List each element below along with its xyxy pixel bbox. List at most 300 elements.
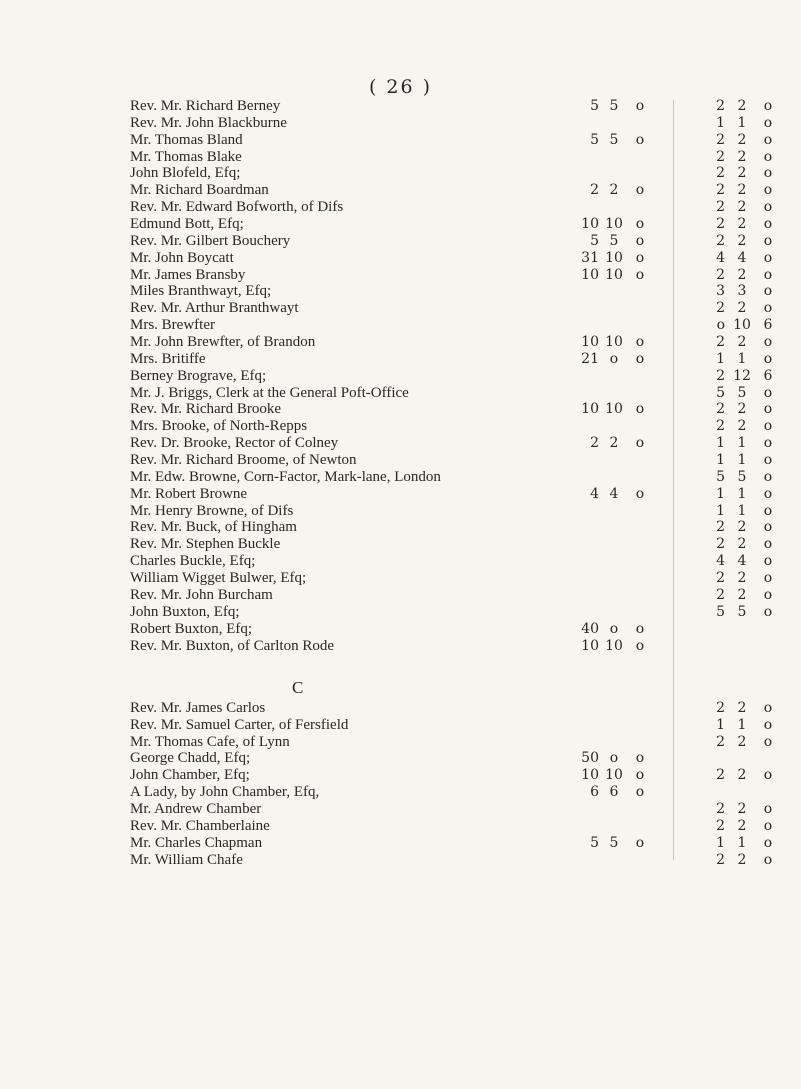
pence: o: [635, 350, 645, 367]
shillings: 10: [733, 317, 751, 334]
pounds: 40: [581, 620, 599, 637]
subscription-amount: [705, 700, 785, 717]
list-item: [0, 818, 801, 835]
pounds: 6: [590, 784, 599, 801]
shillings: o: [609, 620, 619, 637]
pence: o: [635, 485, 645, 502]
shillings: 10: [605, 401, 623, 418]
pounds: 2: [716, 851, 725, 868]
pence: o: [635, 249, 645, 266]
subscription-amount: [705, 435, 785, 452]
pence: 6: [763, 317, 773, 334]
list-item: [0, 801, 801, 818]
subscriber-name: Mrs. Brooke, of North-Repps: [130, 418, 308, 435]
subscriber-name: Mr. Robert Browne: [130, 485, 248, 502]
shillings: 5: [609, 232, 619, 249]
payment-amount: [575, 385, 670, 402]
payment-amount: [575, 835, 670, 852]
payment-amount: [575, 621, 670, 638]
payment-amount: [575, 368, 670, 385]
shillings: 2: [737, 767, 747, 784]
shillings: 1: [737, 114, 747, 131]
subscription-amount: [705, 182, 785, 199]
pounds: 31: [581, 249, 599, 266]
subscription-amount: [705, 767, 785, 784]
payment-amount: [575, 700, 670, 717]
shillings: 2: [737, 570, 747, 587]
subscription-amount: [705, 165, 785, 182]
shillings: 2: [737, 182, 747, 199]
subscriber-name: Rev. Mr. Arthur Branthwayt: [130, 300, 299, 317]
pence: o: [763, 485, 773, 502]
pence: o: [763, 817, 773, 834]
pence: o: [635, 767, 645, 784]
pounds: 21: [581, 350, 599, 367]
pounds: 2: [716, 817, 725, 834]
shillings: 10: [605, 334, 623, 351]
pence: o: [763, 603, 773, 620]
shillings: 1: [737, 485, 747, 502]
pence: o: [635, 232, 645, 249]
shillings: 2: [737, 699, 747, 716]
pence: o: [635, 334, 645, 351]
subscription-amount: [705, 801, 785, 818]
payment-amount: [575, 267, 670, 284]
payment-amount: [575, 165, 670, 182]
pence: o: [763, 435, 773, 452]
pounds: 5: [590, 834, 599, 851]
pounds: 1: [716, 452, 725, 469]
pence: o: [763, 266, 773, 283]
list-item: [0, 553, 801, 570]
pounds: 4: [716, 249, 725, 266]
pounds: 10: [581, 401, 599, 418]
pence: o: [635, 834, 645, 851]
pounds: 2: [716, 165, 725, 182]
payment-amount: [575, 250, 670, 267]
subscription-amount: [705, 604, 785, 621]
pence: o: [763, 249, 773, 266]
subscription-amount: [705, 199, 785, 216]
pounds: 2: [716, 367, 725, 384]
subscriber-name: Mr. Henry Browne, of Difs: [130, 502, 294, 519]
payment-amount: [575, 435, 670, 452]
payment-amount: [575, 818, 670, 835]
pounds: 5: [716, 384, 725, 401]
pounds: 2: [716, 536, 725, 553]
list-item: [0, 835, 801, 852]
section-b-entries: [0, 98, 801, 654]
shillings: 2: [609, 182, 619, 199]
shillings: 3: [737, 283, 747, 300]
shillings: 2: [737, 733, 747, 750]
pounds: 2: [716, 266, 725, 283]
subscription-amount: [705, 519, 785, 536]
payment-amount: [575, 587, 670, 604]
pounds: 4: [590, 485, 599, 502]
subscription-amount: [705, 401, 785, 418]
pence: o: [763, 199, 773, 216]
pence: o: [763, 232, 773, 249]
subscriber-name: Rev. Mr. Buxton, of Carlton Rode: [130, 637, 335, 654]
shillings: 10: [605, 266, 623, 283]
pence: o: [763, 334, 773, 351]
subscription-amount: [705, 418, 785, 435]
shillings: 1: [737, 502, 747, 519]
subscription-amount: [705, 734, 785, 751]
list-item: [0, 604, 801, 621]
shillings: 2: [737, 801, 747, 818]
subscription-amount: [705, 351, 785, 368]
payment-amount: [575, 519, 670, 536]
pounds: 2: [590, 435, 599, 452]
list-item: [0, 717, 801, 734]
pounds: 2: [716, 148, 725, 165]
subscriber-name: A Lady, by John Chamber, Efq,: [130, 784, 320, 801]
shillings: 2: [737, 334, 747, 351]
list-item: [0, 300, 801, 317]
list-item: [0, 519, 801, 536]
subscription-amount: [705, 818, 785, 835]
shillings: 12: [733, 367, 751, 384]
subscriber-name: George Chadd, Efq;: [130, 750, 251, 767]
shillings: 1: [737, 435, 747, 452]
pounds: 2: [716, 586, 725, 603]
subscription-amount: [705, 149, 785, 166]
subscriber-name: Miles Branthwayt, Efq;: [130, 283, 272, 300]
list-item: [0, 469, 801, 486]
subscriber-name: Rev. Mr. Gilbert Bouchery: [130, 232, 291, 249]
payment-amount: [575, 149, 670, 166]
payment-amount: [575, 233, 670, 250]
pounds: 2: [716, 801, 725, 818]
payment-amount: [575, 469, 670, 486]
subscriber-name: Edmund Bott, Efq;: [130, 216, 244, 233]
shillings: 5: [609, 834, 619, 851]
subscriber-name: Robert Buxton, Efq;: [130, 620, 253, 637]
subscriber-name: Rev. Mr. Samuel Carter, of Fersfield: [130, 716, 349, 733]
pence: o: [763, 114, 773, 131]
pounds: 2: [716, 401, 725, 418]
subscriber-name: Rev. Mr. John Burcham: [130, 586, 273, 603]
payment-amount: [575, 199, 670, 216]
subscription-amount: [705, 835, 785, 852]
pence: 6: [763, 367, 773, 384]
pounds: 5: [590, 98, 599, 114]
pounds: 2: [716, 300, 725, 317]
page-number: ( 26 ): [368, 76, 433, 98]
pounds: 2: [590, 182, 599, 199]
pounds: 2: [716, 767, 725, 784]
subscription-amount: [705, 587, 785, 604]
pence: o: [763, 283, 773, 300]
subscriber-name: John Chamber, Efq;: [130, 767, 250, 784]
shillings: 2: [737, 401, 747, 418]
pence: o: [763, 216, 773, 233]
subscriber-name: William Wigget Bulwer, Efq;: [130, 570, 307, 587]
shillings: 1: [737, 834, 747, 851]
pounds: 5: [590, 131, 599, 148]
list-item: [0, 267, 801, 284]
shillings: 5: [609, 98, 619, 114]
subscription-amount: [705, 283, 785, 300]
payment-amount: [575, 553, 670, 570]
subscriber-name: Rev. Mr. Richard Broome, of Newton: [130, 452, 357, 469]
payment-amount: [575, 401, 670, 418]
shillings: 1: [737, 350, 747, 367]
list-item: [0, 570, 801, 587]
list-item: [0, 98, 801, 115]
shillings: 2: [737, 216, 747, 233]
list-item: [0, 317, 801, 334]
payment-amount: [575, 638, 670, 655]
shillings: 2: [737, 266, 747, 283]
pence: o: [763, 300, 773, 317]
subscriber-name: Mrs. Britiffe: [130, 350, 206, 367]
subscriber-name: Rev. Mr. Richard Brooke: [130, 401, 282, 418]
pence: o: [635, 784, 645, 801]
pence: o: [763, 502, 773, 519]
pence: o: [763, 801, 773, 818]
pence: o: [763, 834, 773, 851]
pounds: 1: [716, 502, 725, 519]
subscriber-list: [0, 98, 801, 868]
pounds: 2: [716, 699, 725, 716]
pounds: 10: [581, 334, 599, 351]
subscriber-name: Berney Brograve, Efq;: [130, 367, 267, 384]
pence: o: [635, 216, 645, 233]
subscription-amount: [705, 115, 785, 132]
subscription-amount: [705, 553, 785, 570]
shillings: 2: [737, 586, 747, 603]
pounds: 5: [590, 232, 599, 249]
payment-amount: [575, 486, 670, 503]
pence: o: [763, 468, 773, 485]
subscriber-name: Mr. John Boycatt: [130, 249, 234, 266]
pounds: 2: [716, 182, 725, 199]
shillings: 2: [737, 165, 747, 182]
pounds: 2: [716, 131, 725, 148]
list-item: [0, 700, 801, 717]
pence: o: [763, 148, 773, 165]
subscription-amount: [705, 852, 785, 869]
payment-amount: [575, 182, 670, 199]
pence: o: [763, 182, 773, 199]
subscriber-name: Rev. Dr. Brooke, Rector of Colney: [130, 435, 339, 452]
payment-amount: [575, 418, 670, 435]
shillings: 10: [605, 637, 623, 654]
list-item: [0, 351, 801, 368]
pounds: 10: [581, 767, 599, 784]
pence: o: [763, 452, 773, 469]
subscription-amount: [705, 452, 785, 469]
pence: o: [635, 182, 645, 199]
pounds: 1: [716, 114, 725, 131]
pence: o: [635, 620, 645, 637]
payment-amount: [575, 604, 670, 621]
pounds: 2: [716, 232, 725, 249]
subscription-amount: [705, 233, 785, 250]
pounds: 2: [716, 98, 725, 114]
shillings: 2: [737, 300, 747, 317]
shillings: 2: [737, 817, 747, 834]
subscriber-name: Mr. Richard Boardman: [130, 182, 269, 199]
list-item: [0, 385, 801, 402]
pence: o: [763, 733, 773, 750]
list-item: [0, 250, 801, 267]
subscription-amount: [705, 750, 785, 767]
subscriber-name: Mr. Charles Chapman: [130, 834, 263, 851]
shillings: 2: [737, 232, 747, 249]
list-item: [0, 283, 801, 300]
list-item: [0, 132, 801, 149]
shillings: 2: [737, 418, 747, 435]
pounds: 1: [716, 485, 725, 502]
pounds: 10: [581, 637, 599, 654]
subscriber-name: Mr. Thomas Cafe, of Lynn: [130, 733, 290, 750]
list-item: [0, 334, 801, 351]
list-item: [0, 401, 801, 418]
subscription-amount: [705, 300, 785, 317]
list-item: [0, 734, 801, 751]
shillings: 5: [737, 468, 747, 485]
subscriber-name: Mrs. Brewfter: [130, 317, 215, 334]
subscription-amount: [705, 717, 785, 734]
subscription-amount: [705, 469, 785, 486]
payment-amount: [575, 98, 670, 115]
shillings: 2: [737, 536, 747, 553]
list-item: [0, 536, 801, 553]
shillings: 5: [737, 384, 747, 401]
subscription-amount: [705, 317, 785, 334]
payment-amount: [575, 784, 670, 801]
shillings: 2: [737, 851, 747, 868]
list-item: [0, 587, 801, 604]
subscription-amount: [705, 486, 785, 503]
list-item: [0, 767, 801, 784]
subscription-amount: [705, 216, 785, 233]
shillings: 2: [737, 148, 747, 165]
list-item: [0, 418, 801, 435]
pounds: 10: [581, 216, 599, 233]
pounds: 1: [716, 350, 725, 367]
pounds: 1: [716, 716, 725, 733]
payment-amount: [575, 216, 670, 233]
pence: o: [763, 767, 773, 784]
subscriber-name: Mr. Andrew Chamber: [130, 801, 262, 818]
list-item: [0, 233, 801, 250]
pence: o: [635, 637, 645, 654]
subscription-amount: [705, 385, 785, 402]
subscriber-name: Mr. John Brewfter, of Brandon: [130, 334, 316, 351]
pounds: 10: [581, 266, 599, 283]
subscription-amount: [705, 570, 785, 587]
payment-amount: [575, 115, 670, 132]
shillings: o: [609, 350, 619, 367]
pounds: 2: [716, 570, 725, 587]
pence: o: [763, 384, 773, 401]
shillings: 6: [609, 784, 619, 801]
pence: o: [635, 401, 645, 418]
payment-amount: [575, 334, 670, 351]
subscription-amount: [705, 250, 785, 267]
pence: o: [763, 536, 773, 553]
payment-amount: [575, 570, 670, 587]
shillings: o: [609, 750, 619, 767]
subscription-amount: [705, 638, 785, 655]
subscription-amount: [705, 368, 785, 385]
payment-amount: [575, 132, 670, 149]
pence: o: [763, 570, 773, 587]
subscription-amount: [705, 621, 785, 638]
pounds: 2: [716, 519, 725, 536]
section-header-c: [0, 654, 801, 700]
pounds: 50: [581, 750, 599, 767]
list-item: [0, 452, 801, 469]
list-item: [0, 486, 801, 503]
subscriber-name: John Buxton, Efq;: [130, 603, 240, 620]
pence: o: [763, 131, 773, 148]
shillings: 2: [737, 519, 747, 536]
shillings: 5: [737, 603, 747, 620]
pence: o: [763, 350, 773, 367]
section-letter: C: [292, 677, 304, 697]
subscriber-name: Rev. Mr. Buck, of Hingham: [130, 519, 297, 536]
subscriber-name: Mr. William Chafe: [130, 851, 243, 868]
payment-amount: [575, 283, 670, 300]
payment-amount: [575, 317, 670, 334]
subscription-amount: [705, 334, 785, 351]
pence: o: [763, 699, 773, 716]
pence: o: [763, 401, 773, 418]
shillings: 2: [737, 199, 747, 216]
payment-amount: [575, 536, 670, 553]
subscription-amount: [705, 98, 785, 115]
shillings: 10: [605, 767, 623, 784]
subscription-amount: [705, 784, 785, 801]
pounds: o: [716, 317, 725, 334]
pence: o: [635, 750, 645, 767]
subscriber-name: Mr. Edw. Browne, Corn-Factor, Mark-lane, London: [130, 468, 441, 485]
subscriber-name: Mr. Thomas Bland: [130, 131, 243, 148]
list-item: [0, 435, 801, 452]
subscriber-name: Rev. Mr. Richard Berney: [130, 98, 281, 114]
shillings: 5: [609, 131, 619, 148]
pence: o: [763, 98, 773, 114]
pounds: 1: [716, 435, 725, 452]
list-item: [0, 149, 801, 166]
shillings: 10: [605, 249, 623, 266]
subscriber-name: Rev. Mr. Edward Bofworth, of Difs: [130, 199, 344, 216]
list-item: [0, 503, 801, 520]
subscription-amount: [705, 503, 785, 520]
payment-amount: [575, 852, 670, 869]
pence: o: [635, 435, 645, 452]
pence: o: [763, 851, 773, 868]
payment-amount: [575, 452, 670, 469]
pence: o: [763, 716, 773, 733]
pounds: 2: [716, 418, 725, 435]
pounds: 2: [716, 334, 725, 351]
shillings: 4: [609, 485, 619, 502]
list-item: [0, 115, 801, 132]
list-item: [0, 216, 801, 233]
payment-amount: [575, 767, 670, 784]
subscriber-name: Rev. Mr. Stephen Buckle: [130, 536, 281, 553]
pounds: 2: [716, 199, 725, 216]
pounds: 1: [716, 834, 725, 851]
shillings: 1: [737, 452, 747, 469]
